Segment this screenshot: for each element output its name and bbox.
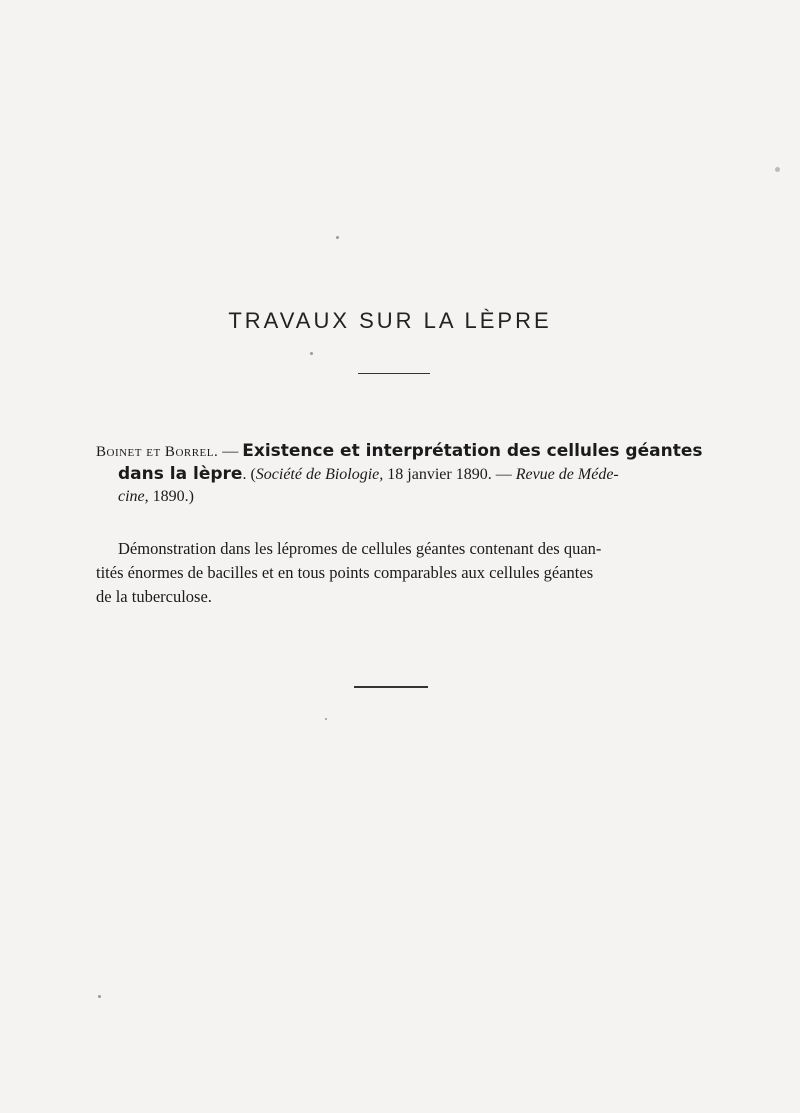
bottom-divider xyxy=(354,686,428,688)
paragraph-line-1: Démonstration dans les lépromes de cellules géantes contenant des quan- xyxy=(118,539,602,558)
entry-title-part1: Existence et interprétation des cellules géantes xyxy=(242,441,703,461)
entry-year: , 1890.) xyxy=(144,488,194,505)
scan-speck xyxy=(325,718,327,720)
scan-speck xyxy=(310,352,313,355)
scan-speck xyxy=(336,236,339,239)
entry-line-2 xyxy=(96,463,696,486)
scan-speck xyxy=(775,167,780,172)
summary-paragraph xyxy=(96,537,702,609)
entry-dash: — xyxy=(218,443,243,460)
entry-line-1 xyxy=(96,440,703,463)
page-title: TRAVAUX SUR LA LÈPRE xyxy=(228,308,552,333)
entry-source1: Société de Biologie, xyxy=(255,466,384,483)
entry-source2-part1: Revue de Méde- xyxy=(515,466,619,483)
paragraph-line-3: de la tuberculose. xyxy=(96,587,212,606)
entry-title-part2: dans la lèpre xyxy=(118,464,243,484)
entry-authors: Boinet et Borrel. xyxy=(96,444,219,460)
entry-date: 18 janvier 1890. — xyxy=(383,466,516,483)
entry-source2-part2: cine xyxy=(118,488,145,505)
scan-speck xyxy=(98,995,101,998)
bibliography-entry xyxy=(96,440,703,508)
paragraph-line-2: tités énormes de bacilles et en tous points comparables aux cellules géantes xyxy=(96,563,594,582)
top-divider xyxy=(358,373,430,374)
entry-line-3 xyxy=(96,486,696,508)
entry-period: . ( xyxy=(242,466,256,483)
